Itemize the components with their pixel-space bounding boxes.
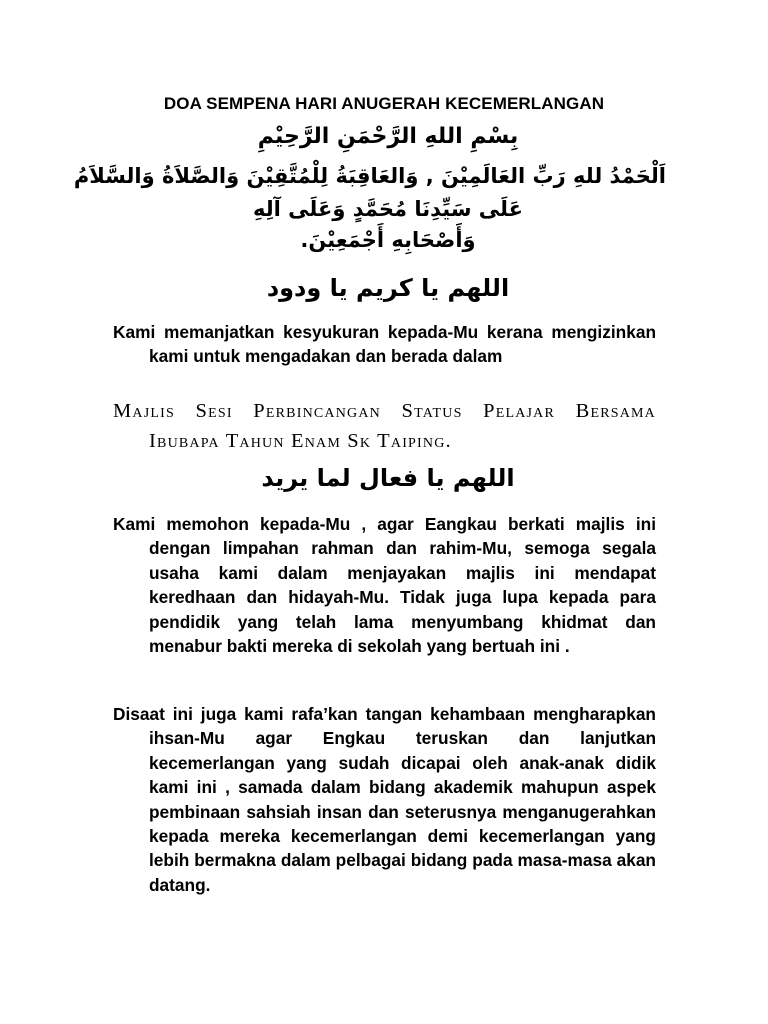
paragraph-2: Kami memohon kepada-Mu , agar Eangkau berkati majlis ini dengan limpahan rahman dan rahim-Mu, semoga segala usaha kami dalam menjayakan majlis ini mendapat keredhaan dan hidayah-Mu. Tidak juga lupa kepada para pendidik yang telah lama menyumbang khidmat dan menabur bakti mereka di sekolah yang bertuah ini . — [113, 514, 656, 657]
arabic-opening-line-2: عَلَى سَيِّدِنَا مُحَمَّدٍ وَعَلَى آلِهِ — [253, 197, 523, 221]
arabic-heading-2: اللهم يا فعال لما يريد — [261, 464, 515, 492]
venue-text: Majlis Sesi Perbincangan Status Pelajar Bersama Ibubapa Tahun Enam Sk Taiping. — [113, 400, 656, 452]
arabic-opening-line-1: اَلْحَمْدُ للهِ رَبِّ العَالَمِيْنَ , وَالعَاقِبَةُ لِلْمُتَّقِيْنَ وَالصَّلاَةُ وَالسَّلاَمُ — [73, 164, 666, 188]
paragraph-3: Disaat ini juga kami rafa’kan tangan kehambaan mengharapkan ihsan-Mu agar Engkau teruskan dan lanjutkan kecemerlangan yang sudah dicapai oleh anak-anak didik kami ini , samada dalam bidang akademik mahupun aspek pembinaan sahsiah insan dan seterusnya menganugerahkan kepada mereka kecemerlangan demi kecemerlangan yang lebih bermakna dalam pelbagai bidang pada masa-masa akan datang. — [113, 704, 656, 895]
document-title: DOA SEMPENA HARI ANUGERAH KECEMERLANGAN — [163, 94, 605, 113]
arabic-heading-1: اللهم يا كريم يا ودود — [266, 274, 510, 302]
arabic-opening-line-3: وَأَصْحَابِهِ أَجْمَعِيْنَ. — [300, 228, 476, 252]
paragraph-1: Kami memanjatkan kesyukuran kepada-Mu kerana mengizinkan kami untuk mengadakan dan berada dalam — [113, 322, 656, 367]
arabic-basmala: بِسْمِ اللهِ الرَّحْمَنِ الرَّحِيْمِ — [257, 124, 519, 149]
